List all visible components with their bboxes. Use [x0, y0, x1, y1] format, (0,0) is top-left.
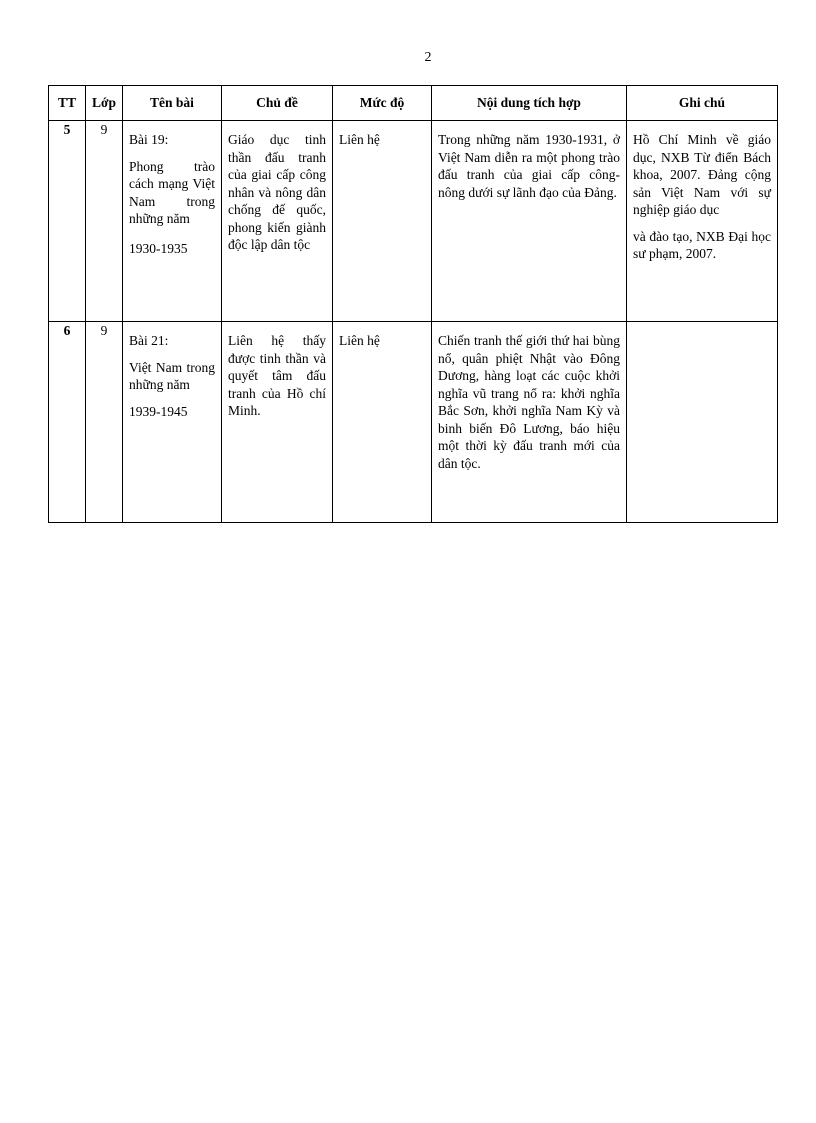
table-row [49, 322, 778, 523]
table-header-row [49, 86, 778, 121]
lesson-title: Việt Nam trong những năm [129, 359, 215, 393]
lesson-years: 1939-1945 [129, 403, 188, 419]
header-ghi-chu: Ghi chú [627, 86, 778, 121]
page-number: 2 [424, 50, 432, 65]
cell-ten-bai [123, 322, 222, 523]
table-row [49, 121, 778, 322]
header-lop: Lớp [86, 86, 123, 121]
cell-noi-dung [432, 121, 627, 322]
topic-text: Giáo dục tinh thần đấu tranh của giai cấp công nhân và nông dân chống đế quốc, phong kiến giành độc lập dân tộc [228, 132, 326, 253]
cell-lop: 9 [86, 121, 123, 322]
cell-ten-bai [123, 121, 222, 322]
note-reference-2: và đào tạo, NXB Đại học sư phạm, 2007. [633, 228, 771, 262]
cell-tt: 6 [49, 322, 86, 523]
cell-noi-dung [432, 322, 627, 523]
topic-text: Liên hệ thấy được tinh thần và quyết tâm đấu tranh của Hồ chí Minh. [228, 333, 326, 419]
lesson-title: Phong trào cách mạng Việt Nam trong những năm [129, 158, 215, 227]
level-text: Liên hệ [339, 132, 380, 147]
level-text: Liên hệ [339, 333, 380, 348]
note-reference-1: Hồ Chí Minh về giáo dục, NXB Từ điển Bách khoa, 2007. Đảng cộng sản Việt Nam với sự nghiệp giáo dục [633, 132, 771, 218]
cell-lop: 9 [86, 322, 123, 523]
header-muc-do: Mức độ [333, 86, 432, 121]
cell-tt: 5 [49, 121, 86, 322]
cell-chu-de [222, 121, 333, 322]
lesson-integration-table [48, 85, 778, 523]
cell-muc-do [333, 322, 432, 523]
lesson-number: Bài 21: [129, 333, 169, 348]
header-noi-dung: Nội dung tích hợp [432, 86, 627, 121]
header-chu-de: Chủ đề [222, 86, 333, 121]
cell-ghi-chu [627, 121, 778, 322]
cell-ghi-chu [627, 322, 778, 523]
header-ten-bai: Tên bài [123, 86, 222, 121]
header-tt: TT [49, 86, 86, 121]
content-text: Chiến tranh thế giới thứ hai bùng nổ, quân phiệt Nhật vào Đông Dương, hàng loạt các cuộc khởi nghĩa vũ trang nổ ra: khởi nghĩa Bắc Sơn, khởi nghĩa Nam Kỳ và binh biến Đô Lương, báo hiệu một thời kỳ đấu tranh mới của dân tộc. [438, 333, 620, 471]
cell-chu-de [222, 322, 333, 523]
lesson-number: Bài 19: [129, 132, 169, 147]
lesson-years: 1930-1935 [129, 240, 188, 256]
cell-muc-do [333, 121, 432, 322]
content-text: Trong những năm 1930-1931, ở Việt Nam diễn ra một phong trào đấu tranh của giai cấp công- nông dưới sự lãnh đạo của Đảng. [438, 132, 620, 200]
